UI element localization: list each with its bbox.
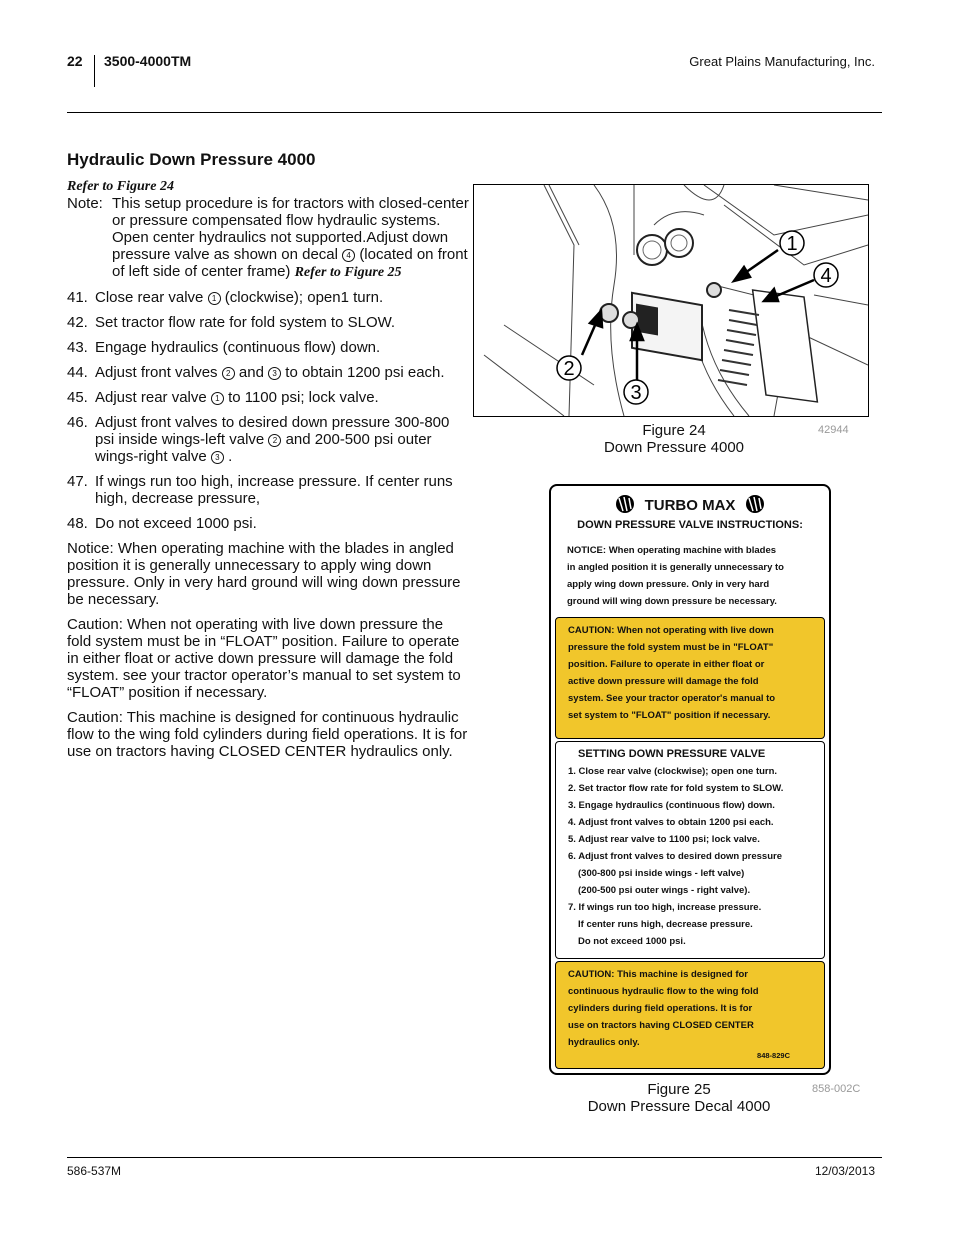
decal-line: 3. Engage hydraulics (continuous flow) down. bbox=[568, 800, 775, 811]
body-paragraph: Caution: This machine is designed for continuous hydraulic flow to the wing fold cylinders during field operations. It is for use on tractors having CLOSED CENTER hydraulics only. bbox=[67, 709, 468, 760]
doc-id: 3500-4000TM bbox=[104, 53, 192, 69]
step-item bbox=[67, 339, 470, 356]
decal-setting bbox=[555, 741, 825, 959]
decal-line: ground will wing down pressure be necessary. bbox=[567, 596, 777, 607]
step-text-part: Adjust rear valve bbox=[95, 389, 207, 406]
decal-line: hydraulics only. bbox=[568, 1037, 640, 1048]
step-number: 43. bbox=[67, 339, 88, 356]
step-text bbox=[95, 364, 470, 381]
step-text-part: Do not exceed 1000 psi. bbox=[95, 515, 257, 532]
callout-2: 2 bbox=[563, 358, 575, 380]
callout-circle: 4 bbox=[342, 249, 355, 262]
footer-doc-number: 586-537M bbox=[67, 1164, 122, 1178]
figure-25-title: Down Pressure Decal 4000 bbox=[587, 1098, 771, 1115]
figure-24-image bbox=[473, 184, 869, 417]
decal-brand-row bbox=[551, 494, 829, 515]
step-text bbox=[95, 515, 470, 532]
step-number: 48. bbox=[67, 515, 88, 532]
callout-circle: 1 bbox=[211, 392, 224, 405]
decal-line: Do not exceed 1000 psi. bbox=[578, 936, 686, 947]
text-column bbox=[67, 178, 470, 768]
header-rule bbox=[67, 112, 882, 113]
step-number: 44. bbox=[67, 364, 88, 381]
step-item bbox=[67, 314, 470, 331]
step-text-part: to obtain 1200 psi each. bbox=[285, 364, 445, 381]
step-text bbox=[95, 289, 470, 306]
step-text-part: and 200-500 psi outer wings-right valve bbox=[95, 431, 432, 465]
step-number: 46. bbox=[67, 414, 88, 431]
figure-reference-25: Refer to Figure 25 bbox=[294, 265, 402, 280]
step-text bbox=[95, 389, 470, 406]
callout-3: 3 bbox=[630, 382, 642, 404]
step-text-part: to 1100 psi; lock valve. bbox=[228, 389, 379, 406]
decal-line: 4. Adjust front valves to obtain 1200 psi each. bbox=[568, 817, 774, 828]
figure-25-id: 858-002C bbox=[812, 1083, 861, 1095]
decal-line: use on tractors having CLOSED CENTER bbox=[568, 1020, 754, 1031]
decal-line: 5. Adjust rear valve to 1100 psi; lock valve. bbox=[568, 834, 760, 845]
section-title: Hydraulic Down Pressure 4000 bbox=[67, 150, 316, 169]
decal-line: (300-800 psi inside wings - left valve) bbox=[578, 868, 745, 879]
company-name: Great Plains Manufacturing, Inc. bbox=[689, 54, 875, 69]
decal-line: system. See your tractor operator's manual to bbox=[568, 693, 776, 704]
decal-heading: DOWN PRESSURE VALVE INSTRUCTIONS: bbox=[577, 519, 803, 531]
decal-line: in angled position it is generally unnecessary to bbox=[567, 562, 784, 573]
decal-brand: TURBO MAX bbox=[644, 497, 736, 514]
step-text-part: Engage hydraulics (continuous flow) down. bbox=[95, 339, 381, 356]
step-text bbox=[95, 314, 470, 331]
decal-setting-list bbox=[568, 763, 816, 950]
note-label: Note: bbox=[67, 195, 103, 212]
callout-circle: 3 bbox=[211, 451, 224, 464]
page-number: 22 bbox=[67, 53, 83, 69]
note-text: This setup procedure is for tractors with closed-center or pressure compensated flow hydraulic systems. Open center hydraulics not supported.Adjust down pressure valve as shown on decal bbox=[112, 195, 469, 263]
callout-4: 4 bbox=[820, 265, 832, 287]
decal-line: position. Failure to operate in either float or bbox=[568, 659, 765, 670]
figure-reference: Refer to Figure 24 bbox=[67, 179, 174, 194]
step-text-part: Adjust front valves to desired down pressure 300-800 psi inside wings-left valve bbox=[95, 414, 450, 448]
decal-part-number: 848-829C bbox=[757, 1051, 790, 1060]
decal-line: apply wing down pressure. Only in very hard bbox=[567, 579, 770, 590]
step-number: 41. bbox=[67, 289, 88, 306]
decal-setting-title: SETTING DOWN PRESSURE VALVE bbox=[578, 748, 766, 760]
figure-25-decal bbox=[549, 484, 831, 1075]
decal-caution-2 bbox=[555, 961, 825, 1069]
body-paragraph: Notice: When operating machine with the blades in angled position it is generally unnecessary to apply wing down pressure. Only in very hard ground will wing down pressure be necessary. bbox=[67, 540, 461, 608]
decal-line: active down pressure will damage the fold bbox=[568, 676, 759, 687]
decal-line: NOTICE: When operating machine with blades bbox=[567, 545, 777, 556]
figure-25-number: Figure 25 bbox=[647, 1081, 711, 1098]
decal-line: cylinders during field operations. It is for bbox=[568, 1003, 753, 1014]
decal-line: 2. Set tractor flow rate for fold system to SLOW. bbox=[568, 783, 784, 794]
step-text-part: and bbox=[238, 364, 264, 381]
step-text-part: (clockwise); open1 turn. bbox=[224, 289, 384, 306]
decal-line: If center runs high, decrease pressure. bbox=[578, 919, 753, 930]
step-item bbox=[67, 364, 470, 381]
decal-line: pressure the fold system must be in "FLOAT" bbox=[568, 642, 774, 653]
step-text-part: Close rear valve bbox=[95, 289, 204, 306]
decal-line: (200-500 psi outer wings - right valve). bbox=[578, 885, 751, 896]
step-text bbox=[95, 339, 470, 356]
callout-circle: 2 bbox=[222, 367, 235, 380]
turbo-logo-icon bbox=[744, 494, 766, 514]
decal-line: 6. Adjust front valves to desired down pressure bbox=[568, 851, 782, 862]
step-text-part: Set tractor flow rate for fold system to SLOW. bbox=[95, 314, 396, 331]
decal-line: continuous hydraulic flow to the wing fold bbox=[568, 986, 759, 997]
step-text bbox=[95, 414, 470, 465]
step-item bbox=[67, 515, 470, 532]
decal-notice bbox=[555, 538, 825, 616]
callout-circle: 3 bbox=[268, 367, 281, 380]
valve-illustration bbox=[474, 185, 868, 416]
note-block bbox=[67, 195, 470, 281]
steps-list bbox=[67, 289, 470, 532]
figure-24-caption bbox=[590, 422, 758, 456]
turbo-logo-icon bbox=[614, 494, 636, 514]
step-item bbox=[67, 289, 470, 306]
body-paragraph: Caution: When not operating with live down pressure the fold system must be in “FLOAT” position. Failure to operate in either float or active down pressure will damage the fold system. see your tractor operator’s manual to set system to “FLOAT” position if necessary. bbox=[67, 616, 461, 701]
figure-24-number: Figure 24 bbox=[642, 422, 706, 439]
decal-line: set system to "FLOAT" position if necessary. bbox=[568, 710, 771, 721]
decal-line: 7. If wings run too high, increase pressure. bbox=[568, 902, 762, 913]
callout-circle: 1 bbox=[208, 292, 221, 305]
step-item bbox=[67, 414, 470, 465]
step-text-part: . bbox=[228, 448, 233, 465]
paragraphs bbox=[67, 540, 470, 760]
footer-date: 12/03/2013 bbox=[814, 1164, 875, 1178]
decal-line: 1. Close rear valve (clockwise); open one turn. bbox=[568, 766, 778, 777]
note-text-cont: (located on front of left side of center frame) bbox=[112, 246, 468, 280]
header-divider bbox=[94, 55, 95, 87]
figure-24-id: 42944 bbox=[818, 424, 849, 436]
step-number: 42. bbox=[67, 314, 88, 331]
step-text bbox=[95, 473, 470, 507]
callout-circle: 2 bbox=[268, 434, 281, 447]
step-text-part: Adjust front valves bbox=[95, 364, 218, 381]
step-item bbox=[67, 389, 470, 406]
note-body bbox=[112, 195, 470, 281]
step-text-part: If wings run too high, increase pressure. If center runs high, decrease pressure, bbox=[95, 473, 453, 507]
decal-line: CAUTION: When not operating with live down bbox=[568, 625, 774, 636]
footer-rule bbox=[67, 1157, 882, 1158]
step-item bbox=[67, 473, 470, 507]
step-number: 45. bbox=[67, 389, 88, 406]
decal-caution-2-text bbox=[568, 966, 816, 1051]
figure-25-caption bbox=[574, 1081, 784, 1115]
callout-1: 1 bbox=[786, 233, 798, 255]
step-number: 47. bbox=[67, 473, 88, 490]
decal-line: CAUTION: This machine is designed for bbox=[568, 969, 748, 980]
decal-caution-1 bbox=[555, 617, 825, 739]
figure-24-title: Down Pressure 4000 bbox=[603, 439, 745, 456]
